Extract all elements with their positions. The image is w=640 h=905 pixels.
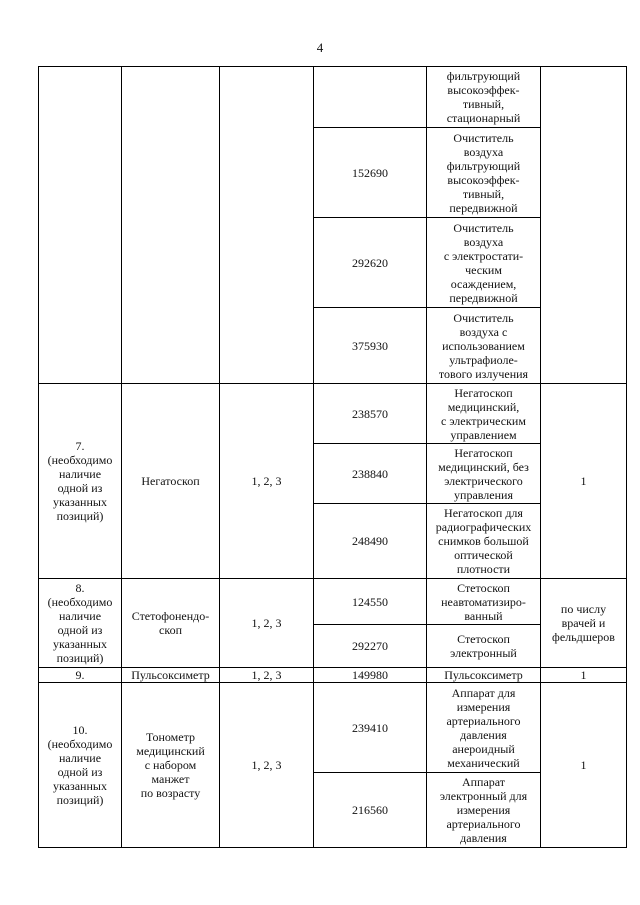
equipment-name: Стетофонендо- скоп <box>131 609 210 637</box>
quantity: 1 <box>580 758 587 772</box>
item-name: Стетоскоп неавтоматизиро- ванный <box>441 580 526 623</box>
quantity: 1 <box>580 668 587 682</box>
item-name: фильтрующий высокоэффек- тивный, стационарный <box>446 68 521 125</box>
item-code: 375930 <box>352 338 388 353</box>
equipment-name: Пульсоксиметр <box>131 668 210 682</box>
row-number: 8. (необходимо наличие одной из указанных позиций) <box>47 581 113 665</box>
item-code: 216560 <box>352 803 388 817</box>
item-name: Аппарат электронный для измерения артериального давления <box>439 775 528 845</box>
table-border-bottom <box>38 847 627 848</box>
item-name: Стетоскоп электронный <box>450 632 517 660</box>
item-name: Очиститель воздуха с электростати- ческим осаждением, передвижной <box>443 220 524 305</box>
item-code: 149980 <box>352 668 388 682</box>
item-name: Очиститель воздуха с использованием ультрафиоле- тового излучения <box>438 310 529 381</box>
item-name: Аппарат для измерения артериального давления анероидный механический <box>446 685 521 770</box>
care-levels: 1, 2, 3 <box>251 758 282 772</box>
item-name: Очиститель воздуха фильтрующий высокоэффек- тивный, передвижной <box>446 130 521 215</box>
item-code: 238840 <box>352 466 388 481</box>
care-levels: 1, 2, 3 <box>251 474 282 488</box>
item-name: Негатоскоп для радиографических снимков большой оптической плотности <box>435 506 532 576</box>
item-name: Пульсоксиметр <box>444 668 523 682</box>
row-number: 7. (необходимо наличие одной из указанных позиций) <box>47 439 113 523</box>
care-levels: 1, 2, 3 <box>251 616 282 630</box>
item-code: 239410 <box>352 720 388 735</box>
item-name: Негатоскоп медицинский, без электрического управления <box>438 445 529 502</box>
item-code: 238570 <box>352 406 388 421</box>
row-number: 9. <box>75 668 85 682</box>
page-number: 4 <box>316 40 324 55</box>
care-levels: 1, 2, 3 <box>251 668 282 682</box>
item-code: 124550 <box>352 594 388 609</box>
item-name: Негатоскоп медицинский, с электрическим управлением <box>441 385 526 442</box>
equipment-name: Негатоскоп <box>141 474 200 488</box>
item-code: 292270 <box>352 639 388 653</box>
row-number: 10. (необходимо наличие одной из указанных позиций) <box>47 723 113 807</box>
item-code: 248490 <box>352 534 388 548</box>
quantity: по числу врачей и фельдшеров <box>552 602 615 644</box>
item-code: 292620 <box>352 255 388 270</box>
table-border-right <box>626 66 627 847</box>
item-code: 152690 <box>352 165 388 180</box>
equipment-name: Тонометр медицинский с набором манжет по возрасту <box>136 730 205 800</box>
quantity: 1 <box>580 474 587 488</box>
